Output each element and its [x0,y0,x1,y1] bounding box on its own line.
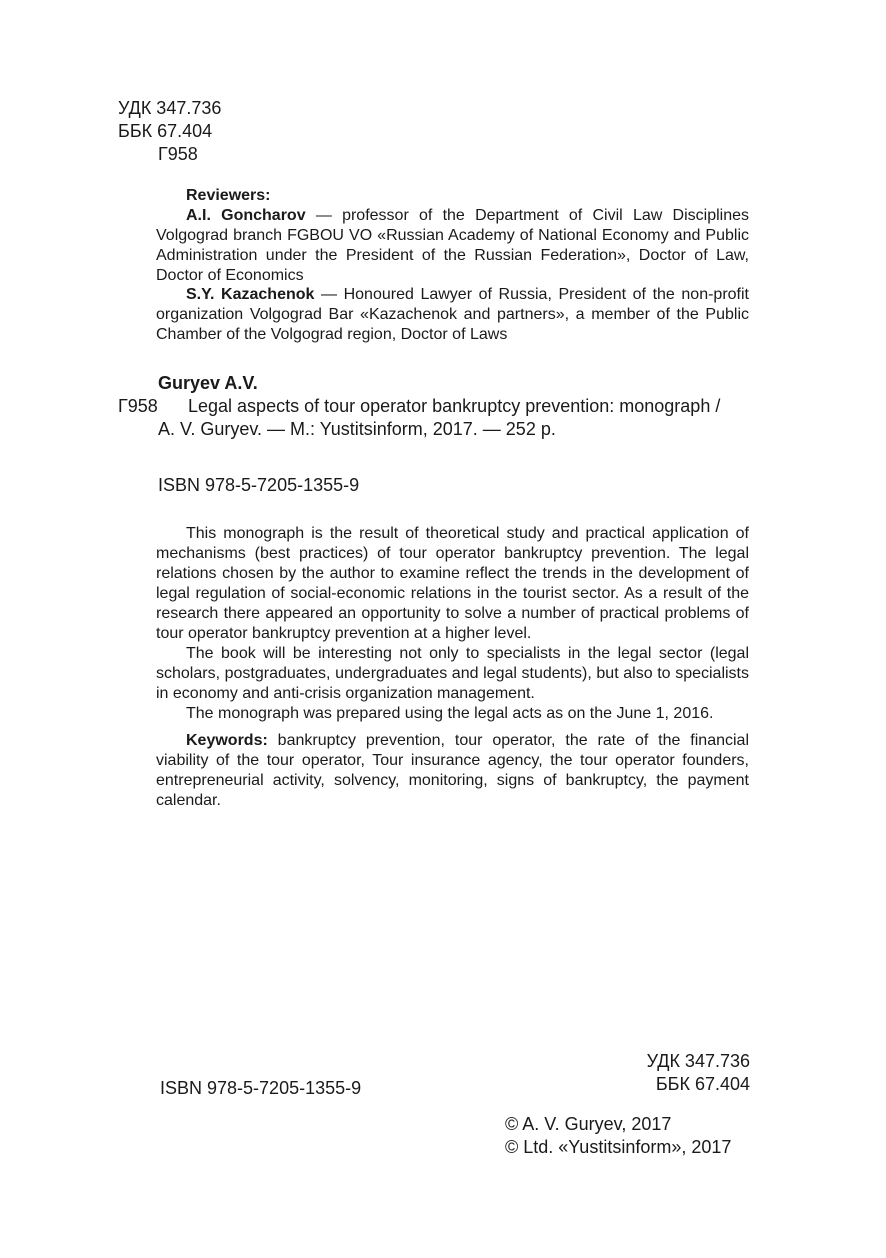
catalog-mark: Г958 [118,396,158,416]
footer-isbn: ISBN 978-5-7205-1355-9 [160,1078,362,1098]
reviewer-description: — Honoured Lawyer of Russia, President of the non-profit organization Volgograd Bar «Kazachenok and partners», a member of the Public Chamber of the Volgograd region, Doctor of Laws [156,286,750,343]
catalog-isbn: ISBN 978-5-7205-1355-9 [158,475,360,495]
catalog-title-line2: A. V. Guryev. — M.: Yustitsinform, 2017. — 252 p. [158,419,556,439]
abstract-paragraph: The monograph was prepared using the legal acts as on the June 1, 2016. [186,705,714,722]
abstract-paragraph: This monograph is the result of theoretical study and practical application of mechanisms (best practices) of tour operator bankruptcy prevention. The legal relations chosen by the author to examine reflect the trends in the development of legal regulation of social-economic relations in the tourist sector. As a result of the research there appeared an opportunity to solve a number of practical problems of tour operator bankruptcy prevention at a higher level. [156,525,749,642]
catalog-author [158,372,258,395]
reviewer-name: S.Y. Kazachenok [186,286,315,303]
copyright-publisher: © Ltd. «Yustitsinform», 2017 [505,1137,732,1157]
reviewer-kazachenok [156,285,749,345]
reviewers-heading-text: Reviewers: [186,187,271,204]
reviewers-heading [186,186,271,206]
abstract-paragraph: The book will be interesting not only to specialists in the legal sector (legal scholars, postgraduates, undergraduates and legal students), but also to specialists in economy and anti-crisis organization management. [156,645,749,702]
footer-bbk: ББК 67.404 [655,1074,750,1094]
copyright-author: © A. V. Guryev, 2017 [505,1114,672,1134]
keywords-text: bankruptcy prevention, tour operator, the rate of the financial viability of the tour operator, Tour insurance agency, the tour operator founders, entrepreneurial activity, solvency, monitoring, signs of bankruptcy, the payment calendar. [156,732,749,809]
footer-udk: УДК 347.736 [646,1051,750,1071]
abstract [156,524,749,724]
keywords [156,731,749,811]
catalog-title-line1: Legal aspects of tour operator bankruptcy prevention: monograph / [188,396,721,416]
reviewer-goncharov [156,206,749,286]
bbk-code: ББК 67.404 [118,121,213,141]
catalog-author-name: Guryev A.V. [158,373,258,393]
reviewer-name: A.I. Goncharov [186,207,306,224]
author-mark: Г958 [158,144,198,164]
reviewer-description: — professor of the Department of Civil Law Disciplines Volgograd branch FGBOU VO «Russian Academy of National Economy and Public Administration under the President of the Russian Federation», Doctor of Law, Doctor of Economics [156,207,750,284]
keywords-label: Keywords: [186,732,268,749]
udk-code: УДК 347.736 [118,98,222,118]
